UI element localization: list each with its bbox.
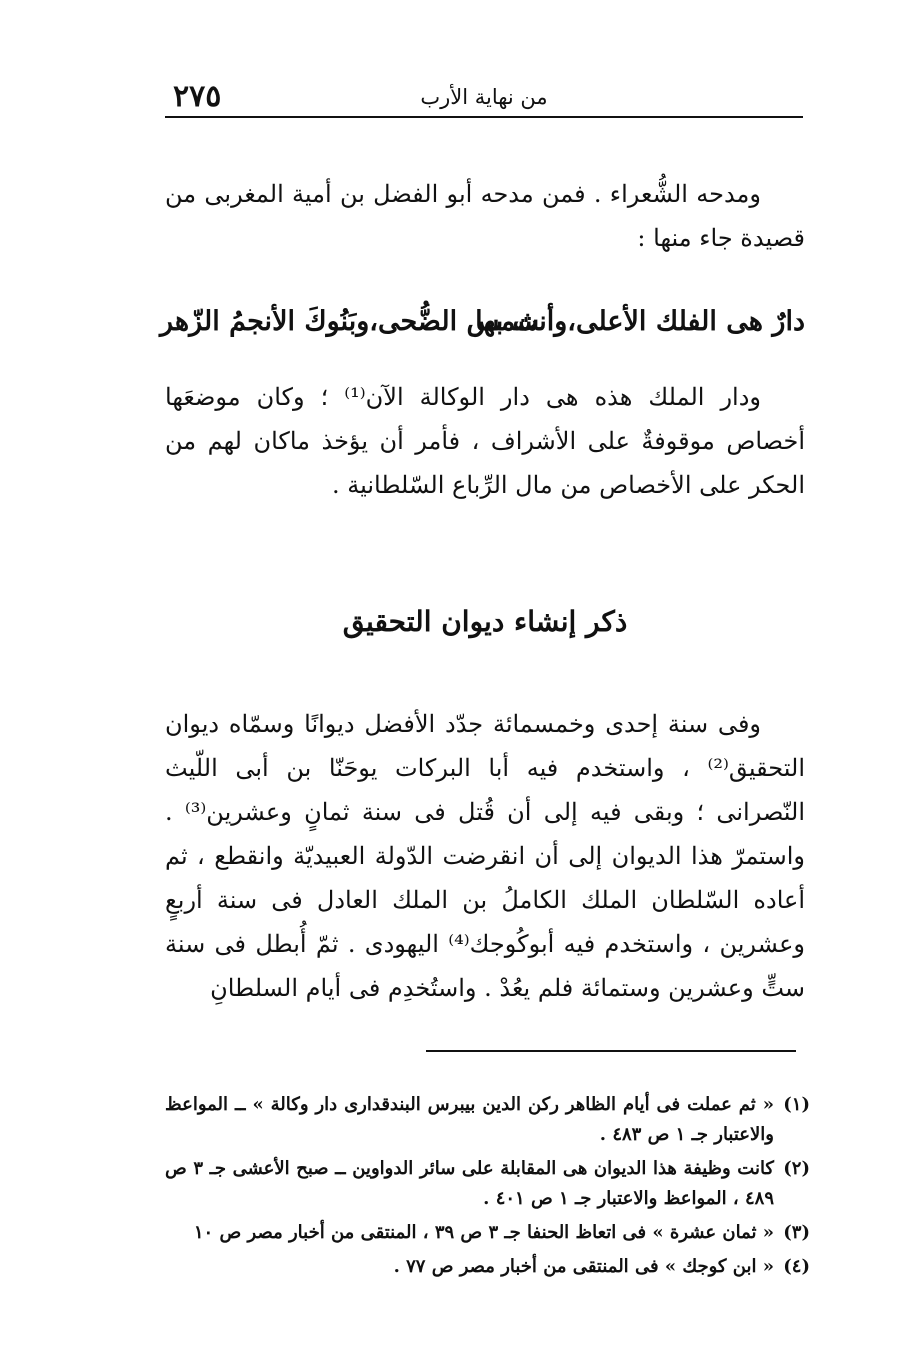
footnote-item [165, 1252, 810, 1282]
footnote-number: (٣) [783, 1222, 810, 1243]
verse-second-hemistich: شمس الضُّحى،وبَنُوكَ الأنجمُ الزّهر [160, 306, 540, 337]
running-title: من نهاية الأرب [420, 85, 548, 109]
footnote-divider [426, 1050, 796, 1052]
footnote-item [165, 1154, 810, 1214]
footnote-number: (١) [783, 1094, 810, 1115]
footnote-number: (٢) [783, 1158, 810, 1179]
poem-verse [160, 300, 805, 350]
footnote-text: كانت وظيفة هذا الديوان هى المقابلة على سائر الدواوين ــ صبح الأعشى جـ ٣ ص ٤٨٩ ، المواعظ والاعتبار جـ ١ ص ٤٠١ . [165, 1158, 775, 1209]
footnotes [165, 1090, 810, 1286]
body-paragraph-2: وفى سنة إحدى وخمسمائة جدّد الأفضل ديوانًا وسمّاه ديوان التحقيق⁽²⁾ ، واستخدم فيه أبا البركات يوحَنّا بن أبى اللّيث النّصرانى ؛ وبقى فيه إلى أن قُتل فى سنة ثمانٍ وعشرين⁽³⁾ . واستمرّ هذا الديوان إلى أن انقرضت الدّولة العبيديّة وانقطع ، ثم أعاده السّلطان الملك الكاملُ بن الملك العادل فى سنة أربعٍ وعشرين ، واستخدم فيه أبوكُوجك⁽⁴⁾ اليهودى . ثمّ أُبطل فى سنة ستٍّ وعشرين وستمائة فلم يعُدْ . واستُخدِم فى أيام السلطانِ [165, 710, 805, 1002]
page-header [165, 78, 803, 118]
verse-first-hemistich: دارٌ هى الفلك الأعلى،وأنت بها [475, 306, 805, 337]
footnote-item [165, 1218, 810, 1248]
footnote-text: « ابن كوجك » فى المنتقى من أخبار مصر ص ٧٧ . [393, 1256, 774, 1277]
intro-paragraph: ومدحه الشُّعراء . فمن مدحه أبو الفضل بن أمية المغربى من قصيدة جاء منها : [165, 180, 805, 252]
footnote-text: « ثمان عشرة » فى اتعاظ الحنفا جـ ٣ ص ٣٩ ، المنتقى من أخبار مصر ص ١٠ [193, 1222, 774, 1243]
section-heading: ذكر إنشاء ديوان التحقيق [342, 605, 628, 638]
footnote-item [165, 1090, 810, 1150]
page-number: ٢٧٥ [173, 79, 222, 114]
body-paragraph-1: ودار الملك هذه هى دار الوكالة الآن⁽¹⁾ ؛ وكان موضعَها أخصاص موقوفةٌ على الأشراف ، فأمر أن يؤخذ ماكان لهم من الحكر على الأخصاص من مال الرِّباع السّلطانية . [165, 383, 806, 499]
footnote-number: (٤) [783, 1256, 810, 1277]
footnote-text: « ثم عملت فى أيام الظاهر ركن الدين بيبرس البندقدارى دار وكالة » ــ المواعظ والاعتبار جـ ١ ص ٤٨٣ . [165, 1094, 774, 1145]
